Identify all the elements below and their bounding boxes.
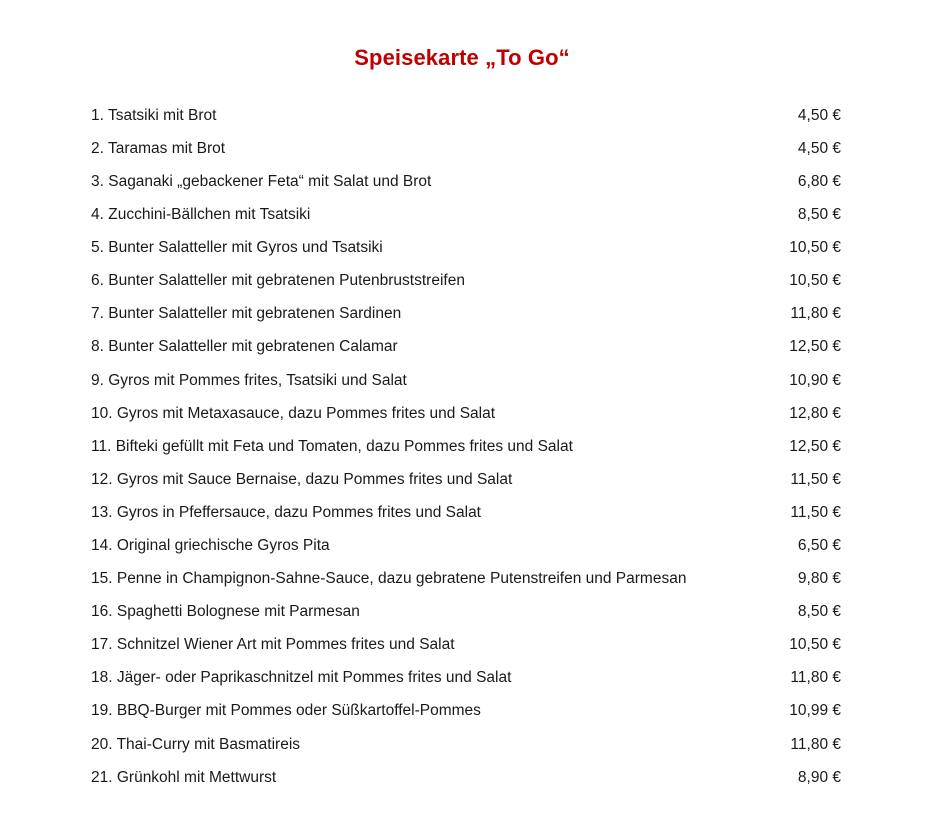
menu-item-price: 8,50 € [797, 603, 841, 621]
menu-item-name: 16. Spaghetti Bolognese mit Parmesan [91, 603, 360, 621]
menu-item-name: 6. Bunter Salatteller mit gebratenen Putenbruststreifen [91, 272, 465, 290]
menu-item [91, 198, 841, 231]
menu-item-name: 8. Bunter Salatteller mit gebratenen Calamar [91, 338, 398, 356]
menu-item-price: 10,50 € [789, 272, 841, 290]
menu-item [91, 695, 841, 728]
menu-item-name: 1. Tsatsiki mit Brot [91, 106, 217, 124]
menu-item-name: 9. Gyros mit Pommes frites, Tsatsiki und Salat [91, 371, 407, 389]
menu-item-price: 10,50 € [789, 239, 841, 257]
menu-item [91, 728, 841, 761]
menu-item [91, 397, 841, 430]
menu-item [91, 364, 841, 397]
menu-item [91, 298, 841, 331]
menu-item [91, 264, 841, 297]
menu-item [91, 662, 841, 695]
menu-item-price: 4,50 € [797, 139, 841, 157]
menu-item [91, 331, 841, 364]
menu-item-name: 2. Taramas mit Brot [91, 139, 226, 157]
menu-item-name: 3. Saganaki „gebackener Feta“ mit Salat und Brot [91, 172, 432, 190]
menu-list [91, 99, 841, 794]
menu-item [91, 231, 841, 264]
menu-item-price: 6,80 € [797, 172, 841, 190]
menu-item [91, 463, 841, 496]
menu-item-price: 12,50 € [789, 437, 841, 455]
menu-item [91, 629, 841, 662]
menu-item-name: 18. Jäger- oder Paprikaschnitzel mit Pommes frites und Salat [91, 669, 512, 687]
menu-item [91, 496, 841, 529]
menu-item-name: 12. Gyros mit Sauce Bernaise, dazu Pommes frites und Salat [91, 470, 513, 488]
menu-item-price: 9,80 € [797, 570, 841, 588]
menu-item [91, 430, 841, 463]
menu-item-name: 11. Bifteki gefüllt mit Feta und Tomaten, dazu Pommes frites und Salat [91, 437, 573, 455]
menu-item [91, 761, 841, 794]
menu-item-name: 19. BBQ-Burger mit Pommes oder Süßkartoffel-Pommes [91, 702, 481, 720]
menu-item-name: 10. Gyros mit Metaxasauce, dazu Pommes frites und Salat [91, 404, 496, 422]
menu-item [91, 562, 841, 595]
menu-item-name: 17. Schnitzel Wiener Art mit Pommes frites und Salat [91, 636, 455, 654]
menu-item [91, 165, 841, 198]
menu-item-name: 21. Grünkohl mit Mettwurst [91, 768, 277, 786]
menu-item-price: 10,50 € [789, 636, 841, 654]
menu-item-price: 12,50 € [789, 338, 841, 356]
menu-item [91, 529, 841, 562]
menu-item-name: 13. Gyros in Pfeffersauce, dazu Pommes frites und Salat [91, 503, 481, 521]
menu-item-name: 7. Bunter Salatteller mit gebratenen Sardinen [91, 305, 402, 323]
menu-item-price: 11,50 € [790, 470, 841, 488]
menu-item-price: 12,80 € [789, 404, 841, 422]
menu-item-price: 11,80 € [790, 305, 841, 323]
menu-item-name: 5. Bunter Salatteller mit Gyros und Tsatsiki [91, 239, 383, 257]
menu-item [91, 132, 841, 165]
menu-item [91, 595, 841, 628]
page-title: Speisekarte „To Go“ [354, 44, 570, 70]
menu-item-price: 4,50 € [797, 106, 841, 124]
menu-item [91, 99, 841, 132]
menu-item-name: 4. Zucchini-Bällchen mit Tsatsiki [91, 206, 311, 224]
menu-item-name: 14. Original griechische Gyros Pita [91, 537, 330, 555]
menu-item-name: 15. Penne in Champignon-Sahne-Sauce, dazu gebratene Putenstreifen und Parmesan [91, 570, 687, 588]
menu-item-price: 11,80 € [790, 669, 841, 687]
menu-item-price: 8,50 € [797, 206, 841, 224]
menu-item-price: 11,80 € [790, 735, 841, 753]
menu-item-name: 20. Thai-Curry mit Basmatireis [91, 735, 301, 753]
menu-item-price: 6,50 € [797, 537, 841, 555]
menu-item-price: 10,99 € [789, 702, 841, 720]
menu-item-price: 10,90 € [789, 371, 841, 389]
menu-item-price: 8,90 € [797, 768, 841, 786]
menu-item-price: 11,50 € [790, 503, 841, 521]
